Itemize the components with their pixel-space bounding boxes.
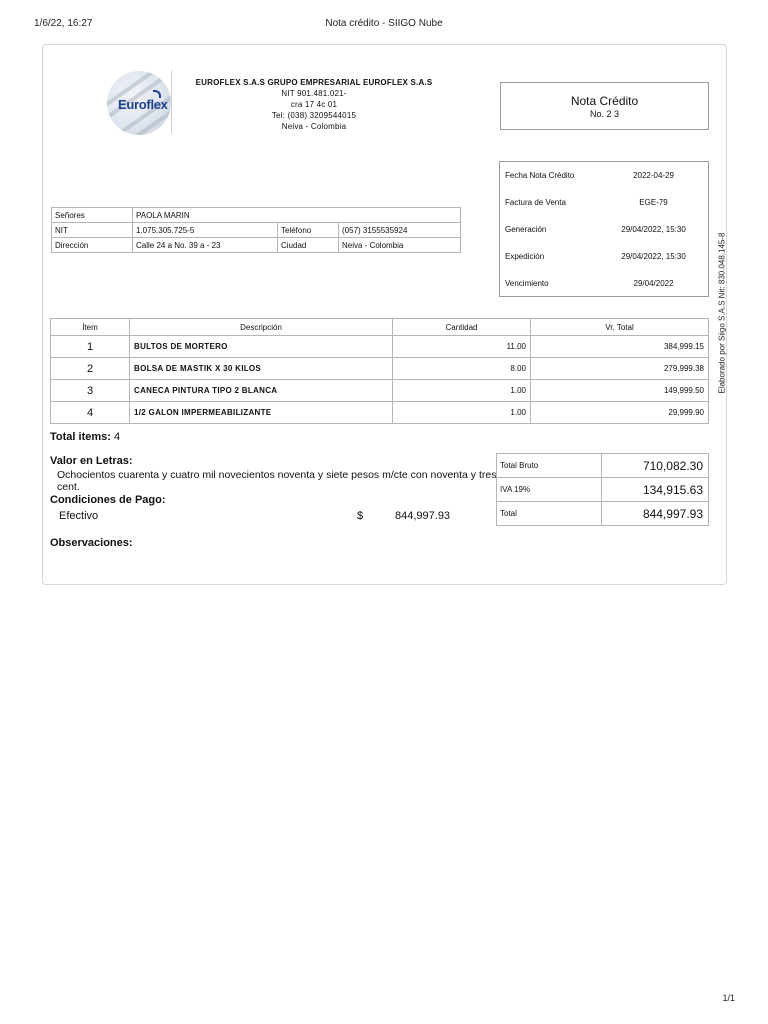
client-row [52,208,461,223]
print-title: Nota crédito - SIIGO Nube [325,18,443,29]
item-number: 3 [51,380,130,402]
totals-label: Total [497,502,602,526]
company-phone: Tel: (038) 3209544015 [271,111,357,120]
valor-letras-text: Ochocientos cuarenta y cuatro mil novecientos noventa y siete pesos m/cte con noventa y tres cent. [57,469,497,493]
items-table [50,318,709,424]
client-label: Dirección [52,238,133,253]
total-items-label: Total items: [50,431,111,443]
date-row [500,243,708,270]
date-label: Expedición [505,252,545,261]
print-datetime: 1/6/22, 16:27 [34,18,93,29]
payment-method: Efectivo [59,510,99,522]
observations-label: Observaciones: [50,537,133,549]
client-city: Neiva - Colombia [339,238,461,253]
client-label: Teléfono [278,223,339,238]
client-row [52,223,461,238]
totals-label: Total Bruto [497,454,602,478]
valor-letras-label: Valor en Letras: [50,455,133,467]
payment-conditions-label: Condiciones de Pago: [50,494,166,506]
client-table [51,207,461,253]
totals-value: 710,082.30 [602,454,709,478]
table-row [51,402,709,424]
client-name: PAOLA MARIN [133,208,461,223]
logo-divider [171,71,172,133]
date-value: 29/04/2022 [633,279,674,288]
table-row [51,380,709,402]
table-row [51,358,709,380]
client-row [52,238,461,253]
totals-row [497,454,709,478]
company-address: cra 17 4c 01 [290,100,338,109]
client-label: NIT [52,223,133,238]
dates-box [499,161,709,297]
date-row [500,216,708,243]
totals-row [497,478,709,502]
totals-value: 134,915.63 [602,478,709,502]
totals-table [496,453,709,526]
column-header: Ítem [51,319,130,336]
item-total: 384,999.15 [531,336,709,358]
item-total: 279,999.38 [531,358,709,380]
client-label: Señores [52,208,133,223]
total-items [50,431,120,443]
client-nit: 1.075.305.725-5 [133,223,278,238]
credit-note-document [42,44,727,585]
totals-value: 844,997.93 [602,502,709,526]
totals-row [497,502,709,526]
company-nit: NIT 901.481.021- [281,89,347,98]
page-number: 1/1 [722,993,735,1003]
item-quantity: 1.00 [393,402,531,424]
document-number: No. 2 3 [589,109,620,119]
item-number: 4 [51,402,130,424]
item-description: 1/2 GALON IMPERMEABILIZANTE [130,402,393,424]
column-header: Cantidad [393,319,531,336]
company-logo [107,71,171,135]
total-items-value: 4 [113,431,121,443]
date-label: Factura de Venta [505,198,566,207]
date-label: Vencimiento [505,279,549,288]
item-description: CANECA PINTURA TIPO 2 BLANCA [130,380,393,402]
company-city: Neiva - Colombia [281,122,347,131]
item-quantity: 11.00 [393,336,531,358]
item-description: BOLSA DE MASTIK X 30 KILOS [130,358,393,380]
column-header: Vr. Total [531,319,709,336]
date-label: Fecha Nota Crédito [505,171,575,180]
date-row [500,162,708,189]
date-value: 29/04/2022, 15:30 [621,252,686,261]
date-row [500,189,708,216]
document-title: Nota Crédito [570,94,639,108]
client-address: Calle 24 a No. 39 a - 23 [133,238,278,253]
client-label: Ciudad [278,238,339,253]
document-title-box [500,82,709,130]
table-row [51,336,709,358]
siigo-side-note: Elaborado por Siigo S.A.S Nit: 830.048.145-8 [717,232,727,394]
item-total: 29,999.90 [531,402,709,424]
date-label: Generación [505,225,547,234]
client-phone: (057) 3155535924 [339,223,461,238]
logo-text: Euroflex [118,97,168,112]
currency-symbol: $ [357,510,364,522]
item-quantity: 1.00 [393,380,531,402]
company-info [183,77,445,132]
item-total: 149,999.50 [531,380,709,402]
payment-amount: 844,997.93 [395,510,451,522]
date-value: EGE-79 [639,198,668,207]
item-number: 2 [51,358,130,380]
item-description: BULTOS DE MORTERO [130,336,393,358]
items-header-row [51,319,709,336]
date-row [500,270,708,297]
company-name: EUROFLEX S.A.S GRUPO EMPRESARIAL EUROFLEX S.A.S [195,78,433,87]
totals-label: IVA 19% [497,478,602,502]
item-quantity: 8.00 [393,358,531,380]
item-number: 1 [51,336,130,358]
column-header: Descripción [130,319,393,336]
date-value: 2022-04-29 [633,171,674,180]
date-value: 29/04/2022, 15:30 [621,225,686,234]
